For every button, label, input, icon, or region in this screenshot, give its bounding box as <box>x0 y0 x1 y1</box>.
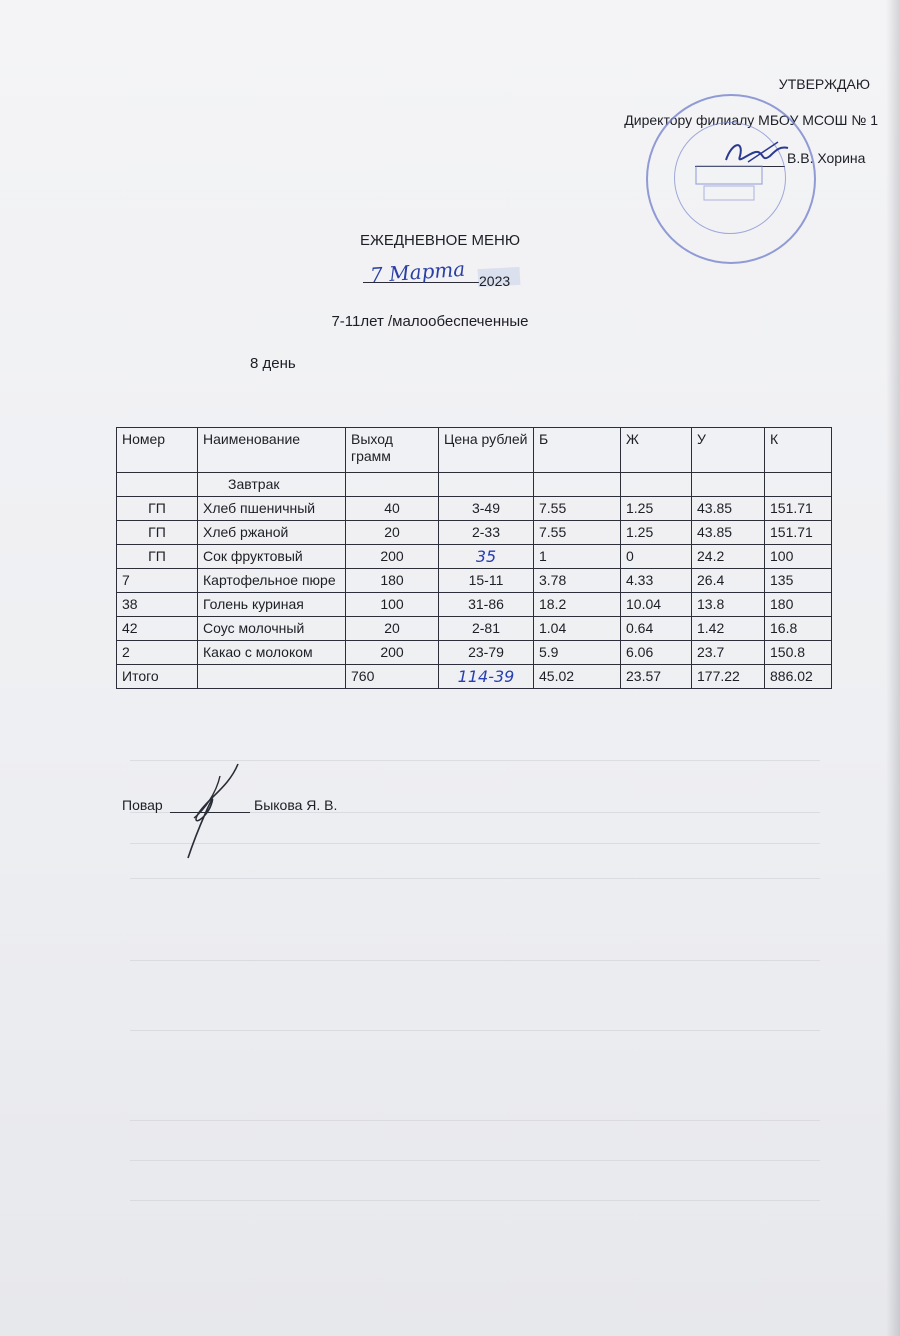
handwritten-date: 7 Марта <box>369 256 466 288</box>
fat: 4.33 <box>621 569 692 593</box>
table-row <box>117 569 832 593</box>
row-number: ГП <box>117 521 198 545</box>
table-cell <box>439 473 534 497</box>
protein: 1 <box>534 545 621 569</box>
table-cell <box>534 473 621 497</box>
cook-signature <box>168 758 258 868</box>
table-cell <box>117 473 198 497</box>
fat: 0 <box>621 545 692 569</box>
kcal: 135 <box>765 569 832 593</box>
total-weight: 760 <box>346 665 439 689</box>
protein: 7.55 <box>534 521 621 545</box>
menu-table <box>116 427 832 689</box>
carbs: 23.7 <box>692 641 765 665</box>
dish-name: Хлеб пшеничный <box>198 497 346 521</box>
weight: 100 <box>346 593 439 617</box>
dish-name: Картофельное пюре <box>198 569 346 593</box>
table-cell <box>765 473 832 497</box>
bleed-through-line <box>130 878 820 879</box>
kcal: 150.8 <box>765 641 832 665</box>
header-cell: Наименование <box>198 428 346 473</box>
carbs: 24.2 <box>692 545 765 569</box>
bleed-through-line <box>130 960 820 961</box>
fat: 6.06 <box>621 641 692 665</box>
menu-title: ЕЖЕДНЕВНОЕ МЕНЮ <box>359 232 521 249</box>
carbs: 43.85 <box>692 521 765 545</box>
fat: 1.25 <box>621 521 692 545</box>
kcal: 100 <box>765 545 832 569</box>
dish-name: Соус молочный <box>198 617 346 641</box>
price: 2-81 <box>439 617 534 641</box>
total-label: Итого <box>117 665 198 689</box>
fat: 10.04 <box>621 593 692 617</box>
table-row <box>117 497 832 521</box>
kcal: 180 <box>765 593 832 617</box>
protein: 5.9 <box>534 641 621 665</box>
dish-name: Хлеб ржаной <box>198 521 346 545</box>
header-cell: Ж <box>621 428 692 473</box>
table-row <box>117 545 832 569</box>
fat: 0.64 <box>621 617 692 641</box>
kcal: 151.71 <box>765 497 832 521</box>
table-cell <box>621 473 692 497</box>
row-number: ГП <box>117 545 198 569</box>
row-number: 42 <box>117 617 198 641</box>
total-price: 114-39 <box>439 665 534 689</box>
weight: 20 <box>346 617 439 641</box>
total-fat: 23.57 <box>621 665 692 689</box>
fat: 1.25 <box>621 497 692 521</box>
header-cell: Номер <box>117 428 198 473</box>
price: 15-11 <box>439 569 534 593</box>
table-cell <box>198 665 346 689</box>
kcal: 16.8 <box>765 617 832 641</box>
kcal: 151.71 <box>765 521 832 545</box>
director-name: В.В. Хорина <box>787 150 866 166</box>
carbs: 26.4 <box>692 569 765 593</box>
carbs: 1.42 <box>692 617 765 641</box>
table-cell <box>346 473 439 497</box>
date-year: 2023 <box>479 273 511 289</box>
protein: 7.55 <box>534 497 621 521</box>
header-cell: К <box>765 428 832 473</box>
total-kcal: 886.02 <box>765 665 832 689</box>
cook-name: Быкова Я. В. <box>254 797 338 813</box>
table-cell <box>692 473 765 497</box>
dish-name: Голень куриная <box>198 593 346 617</box>
approve-heading: УТВЕРЖДАЮ <box>778 76 870 92</box>
section-row <box>117 473 832 497</box>
row-number: 7 <box>117 569 198 593</box>
price: 23-79 <box>439 641 534 665</box>
weight: 200 <box>346 545 439 569</box>
header-cell: Б <box>534 428 621 473</box>
row-number: ГП <box>117 497 198 521</box>
price: 35 <box>439 545 534 569</box>
bleed-through-line <box>130 1120 820 1121</box>
weight: 180 <box>346 569 439 593</box>
price: 3-49 <box>439 497 534 521</box>
bleed-through-line <box>130 1160 820 1161</box>
dish-name: Какао с молоком <box>198 641 346 665</box>
carbs: 43.85 <box>692 497 765 521</box>
table-header-row <box>117 428 832 473</box>
age-group: 7-11лет /малообеспеченные <box>331 313 529 330</box>
protein: 3.78 <box>534 569 621 593</box>
weight: 200 <box>346 641 439 665</box>
director-line: Директору филиалу МБОУ МСОШ № 1 <box>624 112 878 128</box>
header-cell: Цена рублей <box>439 428 534 473</box>
header-cell: Выход грамм <box>346 428 439 473</box>
section-label: Завтрак <box>198 473 346 497</box>
protein: 18.2 <box>534 593 621 617</box>
protein: 1.04 <box>534 617 621 641</box>
row-number: 38 <box>117 593 198 617</box>
header-cell: У <box>692 428 765 473</box>
price: 31-86 <box>439 593 534 617</box>
page-edge-shadow <box>886 0 900 1336</box>
table-row <box>117 641 832 665</box>
table-row <box>117 617 832 641</box>
menu-day: 8 день <box>250 355 296 372</box>
total-protein: 45.02 <box>534 665 621 689</box>
weight: 40 <box>346 497 439 521</box>
total-row <box>117 665 832 689</box>
table-row <box>117 521 832 545</box>
weight: 20 <box>346 521 439 545</box>
price: 2-33 <box>439 521 534 545</box>
bleed-through-line <box>130 1200 820 1201</box>
row-number: 2 <box>117 641 198 665</box>
total-carbs: 177.22 <box>692 665 765 689</box>
carbs: 13.8 <box>692 593 765 617</box>
cook-label: Повар <box>122 797 163 813</box>
table-row <box>117 593 832 617</box>
bleed-through-line <box>130 1030 820 1031</box>
director-signature <box>718 132 798 172</box>
dish-name: Сок фруктовый <box>198 545 346 569</box>
